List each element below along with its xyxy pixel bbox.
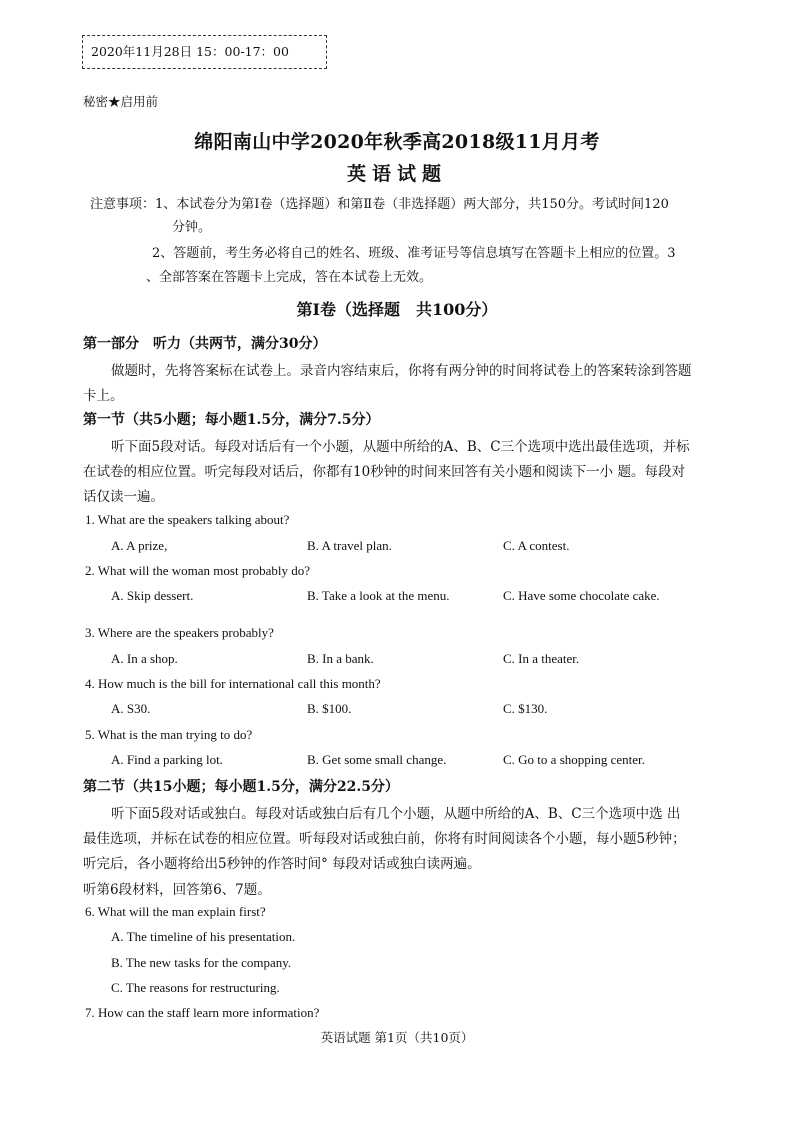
section-2-intro-line-1: 听下面5段对话或独白。每段对话或独白后有几个小题，从题中所给的A、B、C三个选项中选 出 <box>111 806 681 822</box>
material-6-label: 听第6段材料，回答第6、7题。 <box>83 882 271 898</box>
secret-label: 秘密★启用前 <box>83 94 159 109</box>
section-1-intro-line-3: 话仅读一遍。 <box>83 489 164 505</box>
question-1-option-c: C. A contest. <box>503 538 570 553</box>
question-4: 4. How much is the bill for international call this month? <box>85 676 381 691</box>
exam-subtitle: 英语试题 <box>346 163 447 185</box>
part-1-heading: 第一部分 听力（共两节，满分30分） <box>83 336 327 352</box>
question-5-option-a: A. Find a parking lot. <box>111 752 223 767</box>
question-3-option-b: B. In a bank. <box>307 651 374 666</box>
volume-1-title: 第Ⅰ卷（选择题 共100分） <box>296 300 498 319</box>
question-3-option-a: A. In a shop. <box>111 651 178 666</box>
question-1: 1. What are the speakers talking about? <box>85 512 290 527</box>
part-1-intro-line-2: 卡上。 <box>83 388 124 404</box>
question-4-option-b: B. $100. <box>307 701 352 716</box>
question-6-option-b: B. The new tasks for the company. <box>111 955 292 970</box>
section-1-intro-line-2: 在试卷的相应位置。听完每段对话后，你都有10秒钟的时间来回答有关小题和阅读下一小 题。每段对 <box>83 464 685 480</box>
notice-line-1b: 分钟。 <box>172 220 212 235</box>
question-2-option-a: A. Skip dessert. <box>111 588 194 603</box>
exam-title: 绵阳南山中学2020年秋季高2018级11月月考 <box>194 131 600 153</box>
part-1-intro-line-1: 做题时，先将答案标在试卷上。录音内容结束后，你将有两分钟的时间将试卷上的答案转涂到答题 <box>111 363 692 379</box>
question-5-option-c: C. Go to a shopping center. <box>503 752 645 767</box>
question-2-option-b: B. Take a look at the menu. <box>307 588 450 603</box>
question-4-option-a: A. S30. <box>111 701 151 716</box>
section-2-intro-line-2: 最佳选项，并标在试卷的相应位置。听每段对话或独白前，你将有时间阅读各个小题，每小题5秒钟； <box>83 831 686 847</box>
notice-line-3: 、全部答案在答题卡上完成，答在本试卷上无效。 <box>146 270 433 285</box>
page-footer: 英语试题 第1页（共10页） <box>320 1030 474 1045</box>
question-2: 2. What will the woman most probably do? <box>85 563 311 578</box>
section-1-heading: 第一节（共5小题；每小题1.5分，满分7.5分） <box>83 412 380 428</box>
question-6-option-c: C. The reasons for restructuring. <box>111 980 280 995</box>
question-5-option-b: B. Get some small change. <box>307 752 447 767</box>
question-1-option-a: A. A prize, <box>111 538 168 553</box>
question-1-option-b: B. A travel plan. <box>307 538 392 553</box>
question-4-option-c: C. $130. <box>503 701 548 716</box>
notice-line-1: 注意事项：1、本试卷分为第Ⅰ卷（选择题）和第Ⅱ卷（非选择题）两大部分，共150分。考试时间120 <box>90 197 669 212</box>
section-2-intro-line-3: 听完后，各小题将给出5秒钟的作答时间° 每段对话或独白读两遍。 <box>83 856 481 872</box>
section-2-heading: 第二节（共15小题；每小题1.5分，满分22.5分） <box>83 779 399 795</box>
question-6-option-a: A. The timeline of his presentation. <box>111 929 296 944</box>
question-7: 7. How can the staff learn more information? <box>85 1005 320 1020</box>
question-3-option-c: C. In a theater. <box>503 651 580 666</box>
section-1-intro-line-1: 听下面5段对话。每段对话后有一个小题，从题中所给的A、B、C三个选项中选出最佳选项，并标 <box>111 439 690 455</box>
notice-line-2: 2、答题前，考生务必将自己的姓名、班级、准考证号等信息填写在答题卡上相应的位置。3 <box>152 246 676 261</box>
question-3: 3. Where are the speakers probably? <box>85 625 274 640</box>
exam-time-box: 2020年11月28日 15：00-17：00 <box>82 35 327 69</box>
question-2-option-c: C. Have some chocolate cake. <box>503 588 660 603</box>
question-5: 5. What is the man trying to do? <box>85 727 253 742</box>
question-6: 6. What will the man explain first? <box>85 904 266 919</box>
